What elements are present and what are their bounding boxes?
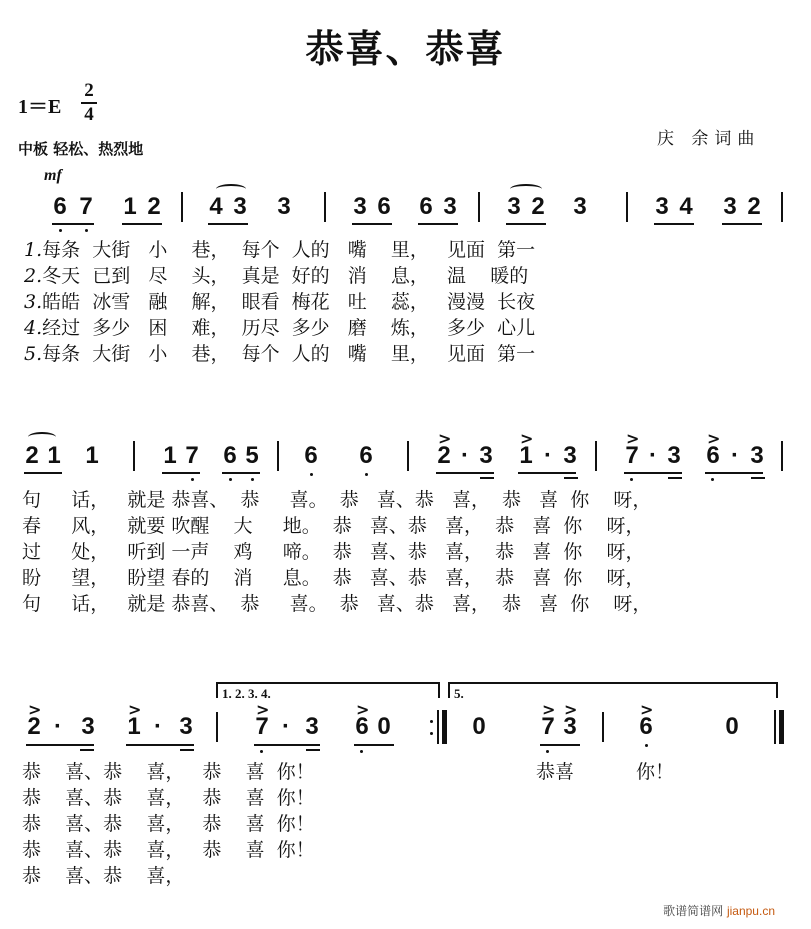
barline <box>602 712 604 742</box>
accent-mark: > <box>28 700 42 719</box>
ending-lyric: 你！ <box>636 761 675 783</box>
song-title: 恭喜、恭喜 <box>305 26 506 71</box>
barline <box>324 192 326 222</box>
accent-mark: > <box>707 429 721 448</box>
time-signature <box>80 80 98 126</box>
low-dot <box>229 478 232 481</box>
dot-extension: · <box>731 442 739 469</box>
underline <box>654 223 694 225</box>
lyric-verse-3 <box>24 290 535 314</box>
note: 2 <box>27 713 41 740</box>
lyric-verse-5 <box>24 342 535 366</box>
lyric-line: 恭 喜、恭 喜， 恭 喜 你！ <box>22 787 315 809</box>
lyric-verse-1 <box>24 238 535 262</box>
underline <box>506 223 546 225</box>
note: 1 <box>85 442 99 469</box>
note: 1 <box>163 442 177 469</box>
accent-mark: > <box>520 429 534 448</box>
tempo-marking: 中板 轻松、热烈地 <box>18 140 144 158</box>
note: 2 <box>437 442 451 469</box>
note: 6 <box>359 442 373 469</box>
barline <box>181 192 183 222</box>
note: 3 <box>750 442 764 469</box>
low-dot <box>645 744 648 747</box>
barline <box>216 712 218 742</box>
low-dot <box>59 229 62 232</box>
note: 7 <box>185 442 199 469</box>
low-dot <box>85 229 88 232</box>
underline <box>222 472 260 474</box>
underline-double <box>180 749 194 751</box>
lyric-text: 每条 大街 小 巷， 每个 人的 嘴 里， 见面 第一 <box>42 239 536 261</box>
lyric-line: 恭 喜、恭 喜， 恭 喜 你！ <box>22 813 315 835</box>
rest: 0 <box>725 713 739 740</box>
watermark <box>663 902 775 919</box>
underline <box>436 472 494 474</box>
note: 2 <box>747 193 761 220</box>
underline <box>518 472 576 474</box>
note: 1 <box>127 713 141 740</box>
note: 6 <box>223 442 237 469</box>
underline <box>24 472 62 474</box>
key-signature: 1＝E <box>18 96 62 118</box>
note: 5 <box>245 442 259 469</box>
note: 1 <box>47 442 61 469</box>
verse-number: 1. <box>24 239 43 261</box>
watermark-en: jianpu.cn <box>726 904 775 918</box>
note: 3 <box>277 193 291 220</box>
barline <box>781 192 783 222</box>
lyric-text: 皓皓 冰雪 融 解， 眼看 梅花 吐 蕊， 漫漫 长夜 <box>42 291 536 313</box>
underline <box>705 472 763 474</box>
repeat-dot <box>430 720 433 723</box>
note: 6 <box>304 442 318 469</box>
ending-lyric: 恭喜 <box>536 761 575 783</box>
underline-double <box>306 749 320 751</box>
underline <box>352 223 392 225</box>
note: 2 <box>25 442 39 469</box>
note: 3 <box>233 193 247 220</box>
volta-label-1: 1. 2. 3. 4. <box>222 686 271 701</box>
time-sig-top: 2 <box>84 80 94 101</box>
underline <box>354 744 394 746</box>
note: 6 <box>639 713 653 740</box>
underline <box>52 223 94 225</box>
lyric-line: 过 处， 听到 一声 鸡 啼。 恭 喜、恭 喜， 恭 喜 你 呀， <box>22 541 645 563</box>
low-dot <box>365 473 368 476</box>
lyric-text: 每条 大街 小 巷， 每个 人的 嘴 里， 见面 第一 <box>42 343 536 365</box>
dot-extension: · <box>54 713 62 740</box>
note: 3 <box>507 193 521 220</box>
accent-mark: > <box>542 700 556 719</box>
note: 1 <box>519 442 533 469</box>
dot-extension: · <box>544 442 552 469</box>
accent-mark: > <box>640 700 654 719</box>
note: 2 <box>531 193 545 220</box>
note: 7 <box>625 442 639 469</box>
note: 3 <box>81 713 95 740</box>
accent-mark: > <box>438 429 452 448</box>
lyric-line: 句 话， 就是 恭喜、 恭 喜。 恭 喜、恭 喜， 恭 喜 你 呀， <box>22 489 652 511</box>
underline <box>126 744 194 746</box>
note: 3 <box>563 713 577 740</box>
underline <box>722 223 762 225</box>
lyric-verse-4 <box>24 316 535 340</box>
note: 3 <box>305 713 319 740</box>
underline <box>624 472 682 474</box>
underline <box>418 223 458 225</box>
accent-mark: > <box>256 700 270 719</box>
verse-number: 4. <box>24 317 43 339</box>
volta-bracket-2 <box>448 682 778 698</box>
note: 3 <box>655 193 669 220</box>
dot-extension: · <box>461 442 469 469</box>
accent-mark: > <box>626 429 640 448</box>
low-dot <box>260 750 263 753</box>
low-dot <box>310 473 313 476</box>
note: 6 <box>706 442 720 469</box>
composer-credit: 庆 余词曲 <box>657 129 761 149</box>
note: 6 <box>53 193 67 220</box>
lyric-line: 春 风， 就要 吹醒 大 地。 恭 喜、恭 喜， 恭 喜 你 呀， <box>22 515 645 537</box>
thick-barline <box>442 710 447 744</box>
note: 7 <box>79 193 93 220</box>
note: 4 <box>679 193 693 220</box>
low-dot <box>711 478 714 481</box>
underline-double <box>751 477 765 479</box>
lyric-line: 盼 望， 盼望 春的 消 息。 恭 喜、恭 喜， 恭 喜 你 呀， <box>22 567 645 589</box>
dot-extension: · <box>649 442 657 469</box>
note: 2 <box>147 193 161 220</box>
lyric-verse-2 <box>24 264 528 288</box>
note: 6 <box>355 713 369 740</box>
note: 7 <box>255 713 269 740</box>
verse-number: 2. <box>24 265 43 287</box>
note: 3 <box>179 713 193 740</box>
note: 6 <box>419 193 433 220</box>
underline <box>122 223 162 225</box>
note: 7 <box>541 713 555 740</box>
barline <box>478 192 480 222</box>
rest: 0 <box>472 713 486 740</box>
low-dot <box>360 750 363 753</box>
underline-double <box>80 749 94 751</box>
underline <box>162 472 200 474</box>
note: 3 <box>353 193 367 220</box>
dot-extension: · <box>154 713 162 740</box>
lyric-text: 经过 多少 困 难， 历尽 多少 磨 炼， 多少 心儿 <box>42 317 536 339</box>
repeat-dot <box>430 732 433 735</box>
dot-extension: · <box>282 713 290 740</box>
lyric-text: 冬天 已到 尽 头， 真是 好的 消 息， 温 暖的 <box>42 265 529 287</box>
lyric-line: 恭 喜、恭 喜， 恭 喜 你！ <box>22 839 315 861</box>
note: 3 <box>563 442 577 469</box>
barline <box>774 710 776 744</box>
rest: 0 <box>377 713 391 740</box>
note: 3 <box>443 193 457 220</box>
barline <box>407 441 409 471</box>
underline-double <box>564 477 578 479</box>
low-dot <box>251 478 254 481</box>
barline <box>437 710 439 744</box>
barline <box>626 192 628 222</box>
underline-double <box>480 477 494 479</box>
barline <box>277 441 279 471</box>
lyric-line: 恭 喜、恭 喜， 恭 喜 你！ <box>22 761 315 783</box>
low-dot <box>546 750 549 753</box>
barline <box>781 441 783 471</box>
note: 1 <box>123 193 137 220</box>
note: 3 <box>667 442 681 469</box>
barline <box>133 441 135 471</box>
underline <box>208 223 248 225</box>
low-dot <box>191 478 194 481</box>
note: 3 <box>479 442 493 469</box>
note: 6 <box>377 193 391 220</box>
volta-label-2: 5. <box>454 686 464 701</box>
time-sig-bottom: 4 <box>84 104 94 125</box>
verse-number: 5. <box>24 343 43 365</box>
lyric-line: 句 话， 就是 恭喜、 恭 喜。 恭 喜、恭 喜， 恭 喜 你 呀， <box>22 593 652 615</box>
barline <box>595 441 597 471</box>
watermark-cn: 歌谱简谱网 <box>663 904 724 918</box>
underline <box>254 744 320 746</box>
dynamic-marking: mf <box>44 167 62 184</box>
accent-mark: > <box>356 700 370 719</box>
note: 3 <box>723 193 737 220</box>
underline <box>540 744 580 746</box>
underline-double <box>668 477 682 479</box>
slur <box>28 432 56 442</box>
accent-mark: > <box>128 700 142 719</box>
verse-number: 3. <box>24 291 43 313</box>
accent-mark: > <box>564 700 578 719</box>
note: 3 <box>573 193 587 220</box>
lyric-line: 恭 喜、恭 喜， <box>22 865 185 887</box>
low-dot <box>630 478 633 481</box>
thick-barline <box>779 710 784 744</box>
note: 4 <box>209 193 223 220</box>
underline <box>26 744 94 746</box>
